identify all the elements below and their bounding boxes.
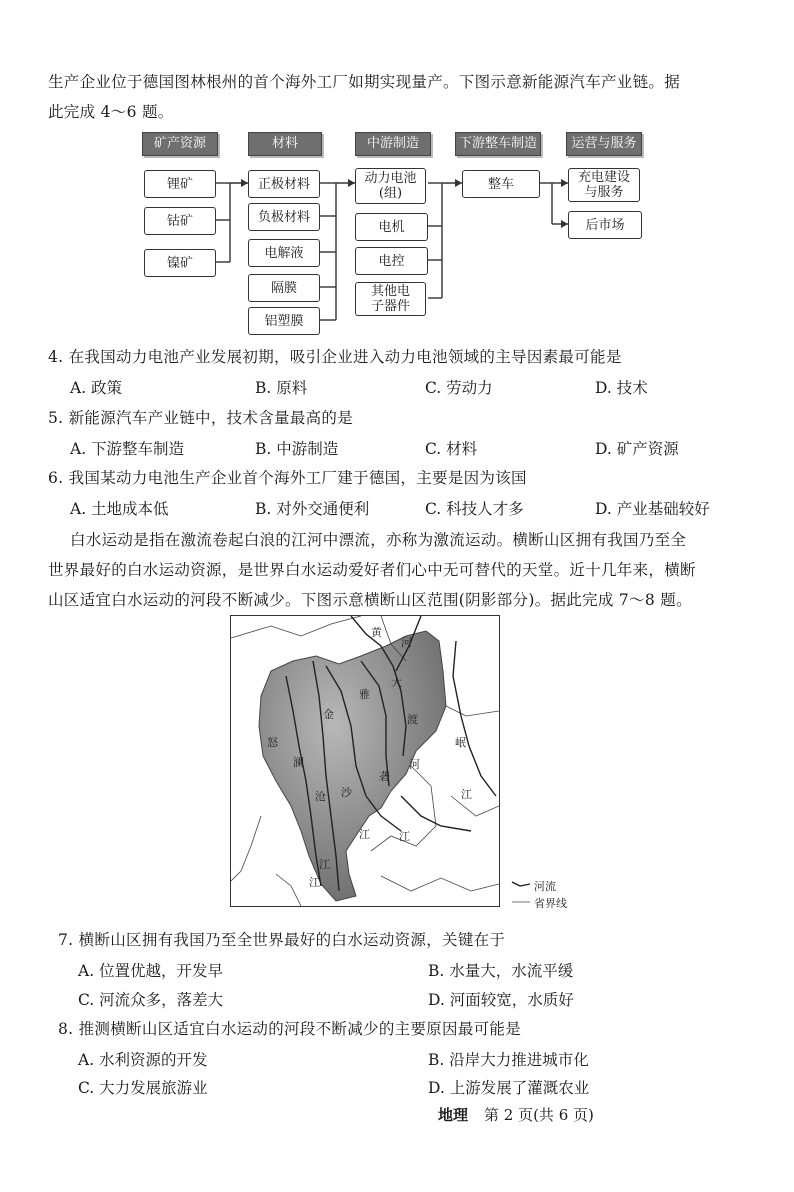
footer-page: 第 2 页(共 6 页) <box>484 1106 594 1124</box>
map-label-jiang-1: 江 <box>359 828 370 841</box>
q6-option-a: A. 土地成本低 <box>70 500 169 518</box>
box-aluminum-film: 铝塑膜 <box>248 307 320 335</box>
map-label-he-1: 河 <box>401 636 412 649</box>
map-label-jiang-2: 江 <box>319 858 330 871</box>
map-label-du: 渡 <box>407 713 418 726</box>
hengduan-map <box>230 615 500 907</box>
box-vehicle: 整车 <box>462 170 540 198</box>
map-label-min: 岷 <box>455 736 466 749</box>
q5-option-a: A. 下游整车制造 <box>70 440 185 458</box>
q8-option-c: C. 大力发展旅游业 <box>78 1079 208 1097</box>
header-materials: 材料 <box>248 132 322 156</box>
map-label-sha: 沙 <box>341 786 352 799</box>
q8-option-d: D. 上游发展了灌溉农业 <box>428 1079 590 1097</box>
box-nickel: 镍矿 <box>144 249 216 277</box>
intro-line-1: 生产企业位于德国图林根州的首个海外工厂如期实现量产。下图示意新能源汽车产业链。据 <box>48 73 681 91</box>
map-label-long: 砻 <box>379 770 390 783</box>
q4-option-d: D. 技术 <box>595 379 648 397</box>
question-4-stem: 4. 在我国动力电池产业发展初期，吸引企业进入动力电池领域的主导因素最可能是 <box>48 348 622 366</box>
footer-subject: 地理 <box>438 1106 469 1124</box>
map-label-ya: 雅 <box>359 688 370 701</box>
map-label-lan: 澜 <box>293 756 304 769</box>
box-cathode: 正极材料 <box>248 170 320 198</box>
q7-option-a: A. 位置优越，开发早 <box>78 962 224 980</box>
q4-option-b: B. 原料 <box>255 379 308 397</box>
map-label-huang: 黄 <box>371 626 382 639</box>
q7-option-b: B. 水量大，水流平缓 <box>428 962 574 980</box>
map-label-nu: 怒 <box>267 736 278 749</box>
q5-option-b: B. 中游制造 <box>255 440 339 458</box>
header-midstream: 中游制造 <box>355 132 431 156</box>
q7-option-c: C. 河流众多，落差大 <box>78 991 224 1009</box>
header-downstream: 下游整车制造 <box>455 132 541 156</box>
passage-line-3: 山区适宜白水运动的河段不断减少。下图示意横断山区范围(阴影部分)。据此完成 7～8 题。 <box>48 591 692 609</box>
map-label-da: 大 <box>391 676 402 689</box>
q7-option-d: D. 河面较宽，水质好 <box>428 991 574 1009</box>
map-label-jiang-5: 江 <box>399 830 410 843</box>
box-separator: 隔膜 <box>248 274 320 302</box>
q6-option-d: D. 产业基础较好 <box>595 500 710 518</box>
header-services: 运营与服务 <box>566 132 642 156</box>
map-label-jin: 金 <box>323 708 334 721</box>
box-charging: 充电建设与服务 <box>568 168 640 202</box>
map-drawing <box>231 616 499 906</box>
q8-option-a: A. 水利资源的开发 <box>78 1051 208 1069</box>
legend-border: 省界线 <box>534 897 567 910</box>
header-minerals: 矿产资源 <box>142 132 218 156</box>
passage-line-1: 白水运动是指在激流卷起白浪的江河中漂流，亦称为激流运动。横断山区拥有我国乃至全 <box>70 531 687 549</box>
box-motor: 电机 <box>355 213 428 241</box>
q6-option-b: B. 对外交通便利 <box>255 500 370 518</box>
box-lithium: 锂矿 <box>144 170 216 198</box>
q4-option-a: A. 政策 <box>70 379 123 397</box>
question-6-stem: 6. 我国某动力电池生产企业首个海外工厂建于德国，主要是因为该国 <box>48 469 527 487</box>
box-power-battery: 动力电池(组) <box>355 168 426 204</box>
q5-option-d: D. 矿产资源 <box>595 440 679 458</box>
q6-option-c: C. 科技人才多 <box>425 500 524 518</box>
question-5-stem: 5. 新能源汽车产业链中，技术含量最高的是 <box>48 409 354 427</box>
q4-option-c: C. 劳动力 <box>425 379 493 397</box>
q5-option-c: C. 材料 <box>425 440 478 458</box>
map-label-jiang-4: 江 <box>461 788 472 801</box>
box-electrolyte: 电解液 <box>248 239 320 267</box>
map-label-jiang-3: 江 <box>309 876 320 889</box>
map-label-cang: 沧 <box>315 790 326 803</box>
box-other-electronics: 其他电子器件 <box>355 282 426 316</box>
box-aftermarket: 后市场 <box>568 211 642 239</box>
question-8-stem: 8. 推测横断山区适宜白水运动的河段不断减少的主要原因最可能是 <box>58 1020 522 1038</box>
legend-symbols <box>510 876 534 910</box>
q8-option-b: B. 沿岸大力推进城市化 <box>428 1051 589 1069</box>
passage-line-2: 世界最好的白水运动资源，是世界白水运动爱好者们心中无可替代的天堂。近十几年来，横断 <box>48 561 696 579</box>
industry-chain-diagram <box>0 0 794 340</box>
intro-line-2: 此完成 4～6 题。 <box>48 103 174 121</box>
legend-river: 河流 <box>534 880 556 893</box>
map-legend <box>510 876 590 910</box>
box-anode: 负极材料 <box>248 203 320 231</box>
question-7-stem: 7. 横断山区拥有我国乃至全世界最好的白水运动资源，关键在于 <box>58 931 506 949</box>
map-label-he-2: 河 <box>409 758 420 771</box>
box-cobalt: 钴矿 <box>144 207 216 235</box>
box-controller: 电控 <box>355 247 428 275</box>
